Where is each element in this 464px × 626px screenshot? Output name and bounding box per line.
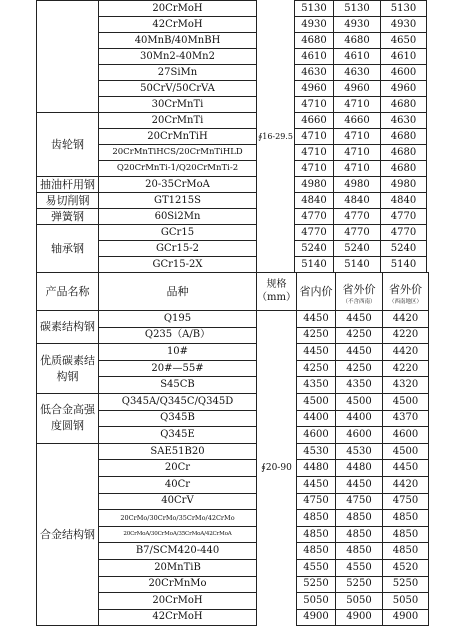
grade-cell: Q20CrMnTi-1/Q20CrMnTi-2: [99, 161, 257, 177]
grade-cell: 20CrMnTiH: [99, 129, 257, 145]
header-southwest-note: （西南地区）: [388, 298, 422, 305]
grade-cell: 20CrMo/30CrMo/35CrMo/42CrMo: [99, 510, 257, 527]
header-southwest-label: 省外价: [388, 282, 422, 296]
price-southwest: 4220: [382, 360, 428, 377]
price-outside: 4450: [335, 311, 382, 328]
grade-cell: 20Cr: [99, 460, 257, 477]
price-outside: 4660: [334, 113, 381, 129]
price-outside: 4750: [335, 493, 382, 510]
price-outside: 4500: [335, 393, 382, 410]
price-table-continued: [36, 0, 427, 273]
price-domestic: 5050: [296, 593, 335, 610]
price-outside: 5240: [334, 241, 381, 257]
price-domestic: 4710: [295, 145, 334, 161]
price-outside: 4350: [335, 377, 382, 394]
price-southwest: 4960: [381, 81, 427, 97]
grade-cell: 20-35CrMoA: [99, 177, 257, 193]
price-southwest: 5250: [382, 576, 428, 593]
price-domestic: 4770: [295, 225, 334, 241]
price-southwest: 4680: [381, 145, 427, 161]
price-domestic: 4710: [295, 129, 334, 145]
price-outside: 4550: [335, 559, 382, 576]
header-spec: 规格（mm）: [257, 273, 297, 311]
price-domestic: 4850: [296, 510, 335, 527]
grade-cell: B7/SCM420-440: [99, 543, 257, 560]
price-outside: 4900: [335, 609, 382, 626]
price-domestic: 4850: [296, 543, 335, 560]
price-outside: 4630: [334, 65, 381, 81]
grade-cell: 40CrV: [99, 493, 257, 510]
grade-cell: 42CrMoH: [99, 609, 257, 626]
price-outside: 5140: [334, 257, 381, 273]
price-outside: 4530: [335, 443, 382, 460]
price-domestic: 4750: [296, 493, 335, 510]
price-southwest: 4500: [382, 443, 428, 460]
price-southwest: 4420: [382, 344, 428, 361]
price-domestic: 4450: [296, 344, 335, 361]
price-outside: 4680: [334, 33, 381, 49]
price-domestic: 4600: [296, 427, 335, 444]
price-outside: 4850: [335, 510, 382, 527]
grade-cell: 20CrMnTi: [99, 113, 257, 129]
price-southwest: 4520: [382, 559, 428, 576]
price-outside: 4980: [334, 177, 381, 193]
spec-text: ∮20-90: [261, 462, 292, 473]
price-table-main: [36, 272, 429, 626]
header-domestic-price: 省内价: [296, 273, 335, 311]
grade-cell: 20CrMoH: [99, 593, 257, 610]
price-southwest: 4900: [382, 609, 428, 626]
grade-cell: GCr15-2X: [99, 257, 257, 273]
price-southwest: 5050: [382, 593, 428, 610]
price-southwest: 5140: [381, 257, 427, 273]
price-domestic: 4840: [295, 193, 334, 209]
price-outside: 5130: [334, 1, 381, 17]
category-bearing-steel: 轴承钢: [37, 225, 99, 273]
spec-cell: [257, 311, 297, 626]
price-outside: 4770: [334, 225, 381, 241]
price-southwest: 4320: [382, 377, 428, 394]
price-outside: 4450: [335, 476, 382, 493]
spec-text: ∮16-29.5: [258, 131, 293, 141]
price-outside: 4250: [335, 327, 382, 344]
price-southwest: 4980: [381, 177, 427, 193]
price-domestic: 4250: [296, 327, 335, 344]
price-domestic: 4450: [296, 311, 335, 328]
price-southwest: 5130: [381, 1, 427, 17]
price-outside: 4710: [334, 97, 381, 113]
header-category: 产品名称: [37, 273, 99, 311]
price-domestic: 4980: [295, 177, 334, 193]
category-cell-empty: [37, 1, 99, 113]
grade-cell: 27SiMn: [99, 65, 257, 81]
price-southwest: 4610: [381, 49, 427, 65]
price-domestic: 5240: [295, 241, 334, 257]
price-southwest: 4850: [382, 526, 428, 543]
header-outside-note: （不含西南）: [342, 298, 376, 305]
price-southwest: 4770: [381, 225, 427, 241]
category-quality-carbon: 优质碳素结构钢: [37, 344, 99, 394]
grade-cell: GCr15-2: [99, 241, 257, 257]
price-domestic: 4900: [296, 609, 335, 626]
price-outside: 4600: [335, 427, 382, 444]
price-domestic: 4400: [296, 410, 335, 427]
category-carbon-structural: 碳素结构钢: [37, 311, 99, 344]
price-domestic: 4960: [295, 81, 334, 97]
price-domestic: 4350: [296, 377, 335, 394]
grade-cell: GCr15: [99, 225, 257, 241]
price-southwest: 4750: [382, 493, 428, 510]
grade-cell: 30CrMnTi: [99, 97, 257, 113]
grade-cell: 10#: [99, 344, 257, 361]
price-outside: 4400: [335, 410, 382, 427]
price-domestic: 4710: [295, 161, 334, 177]
price-outside: 4250: [335, 360, 382, 377]
price-domestic: 5130: [295, 1, 334, 17]
price-southwest: 4420: [382, 311, 428, 328]
category-gear-steel: 齿轮钢: [37, 113, 99, 177]
price-outside: 4850: [335, 543, 382, 560]
grade-cell: GT1215S: [99, 193, 257, 209]
price-southwest: 4770: [381, 209, 427, 225]
price-domestic: 4660: [295, 113, 334, 129]
grade-cell: 20CrMoH: [99, 1, 257, 17]
price-domestic: 4500: [296, 393, 335, 410]
grade-cell: 20CrMnMo: [99, 576, 257, 593]
price-southwest: 4420: [382, 476, 428, 493]
price-southwest: 5240: [381, 241, 427, 257]
price-domestic: 4550: [296, 559, 335, 576]
price-domestic: 4450: [296, 476, 335, 493]
grade-cell: SAE51B20: [99, 443, 257, 460]
price-domestic: 4930: [295, 17, 334, 33]
price-outside: 4930: [334, 17, 381, 33]
price-southwest: 4220: [382, 327, 428, 344]
price-domestic: 4850: [296, 526, 335, 543]
price-southwest: 4370: [382, 410, 428, 427]
category-spring-steel: 弹簧钢: [37, 209, 99, 225]
price-southwest: 4650: [381, 33, 427, 49]
category-alloy-structural: 合金结构钢: [37, 443, 99, 626]
price-domestic: 4770: [295, 209, 334, 225]
price-southwest: 4600: [381, 65, 427, 81]
price-southwest: 4630: [381, 113, 427, 129]
price-southwest: 4600: [382, 427, 428, 444]
price-outside: 4840: [334, 193, 381, 209]
price-domestic: 5250: [296, 576, 335, 593]
grade-cell: 30Mn2-40Mn2: [99, 49, 257, 65]
grade-cell: 50CrV/50CrVA: [99, 81, 257, 97]
header-southwest-price: [382, 273, 428, 311]
grade-cell: 20CrMnTiHCS/20CrMnTiHLD: [99, 145, 257, 161]
price-outside: 5050: [335, 593, 382, 610]
grade-cell: 20MnTiB: [99, 559, 257, 576]
spec-cell: [257, 1, 295, 273]
price-southwest: 4680: [381, 161, 427, 177]
grade-cell: Q345B: [99, 410, 257, 427]
price-outside: 4710: [334, 145, 381, 161]
price-domestic: 4630: [295, 65, 334, 81]
price-southwest: 4450: [382, 460, 428, 477]
grade-cell: S45CB: [99, 377, 257, 394]
price-outside: 4960: [334, 81, 381, 97]
price-domestic: 4530: [296, 443, 335, 460]
grade-cell: 60Si2Mn: [99, 209, 257, 225]
grade-cell: Q345A/Q345C/Q345D: [99, 393, 257, 410]
grade-cell: Q235（A/B）: [99, 327, 257, 344]
category-sucker-rod-steel: 抽油杆用钢: [37, 177, 99, 193]
header-outside-price: [335, 273, 382, 311]
price-southwest: 4680: [381, 129, 427, 145]
price-outside: 4480: [335, 460, 382, 477]
price-southwest: 4930: [381, 17, 427, 33]
price-domestic: 4680: [295, 33, 334, 49]
price-southwest: 4850: [382, 510, 428, 527]
grade-cell: 20#—55#: [99, 360, 257, 377]
price-southwest: 4840: [381, 193, 427, 209]
price-outside: 4770: [334, 209, 381, 225]
price-outside: 4850: [335, 526, 382, 543]
price-southwest: 4850: [382, 543, 428, 560]
category-low-alloy: 低合金高强度圆钢: [37, 393, 99, 443]
grade-cell: 40Cr: [99, 476, 257, 493]
price-domestic: 4710: [295, 97, 334, 113]
grade-cell: 20CrMoA/30CrMoA/35CrMoA/42CrMoA: [99, 526, 257, 543]
grade-cell: Q345E: [99, 427, 257, 444]
header-outside-label: 省外价: [342, 282, 376, 296]
price-domestic: 4480: [296, 460, 335, 477]
grade-cell: Q195: [99, 311, 257, 328]
price-southwest: 4500: [382, 393, 428, 410]
price-outside: 4710: [334, 161, 381, 177]
price-outside: 4450: [335, 344, 382, 361]
grade-cell: 42CrMoH: [99, 17, 257, 33]
price-southwest: 4680: [381, 97, 427, 113]
price-outside: 4710: [334, 129, 381, 145]
price-domestic: 4610: [295, 49, 334, 65]
category-free-cutting-steel: 易切削钢: [37, 193, 99, 209]
header-grade: 品种: [99, 273, 257, 311]
price-domestic: 4250: [296, 360, 335, 377]
price-domestic: 5140: [295, 257, 334, 273]
grade-cell: 40MnB/40MnBH: [99, 33, 257, 49]
price-outside: 5250: [335, 576, 382, 593]
price-outside: 4610: [334, 49, 381, 65]
